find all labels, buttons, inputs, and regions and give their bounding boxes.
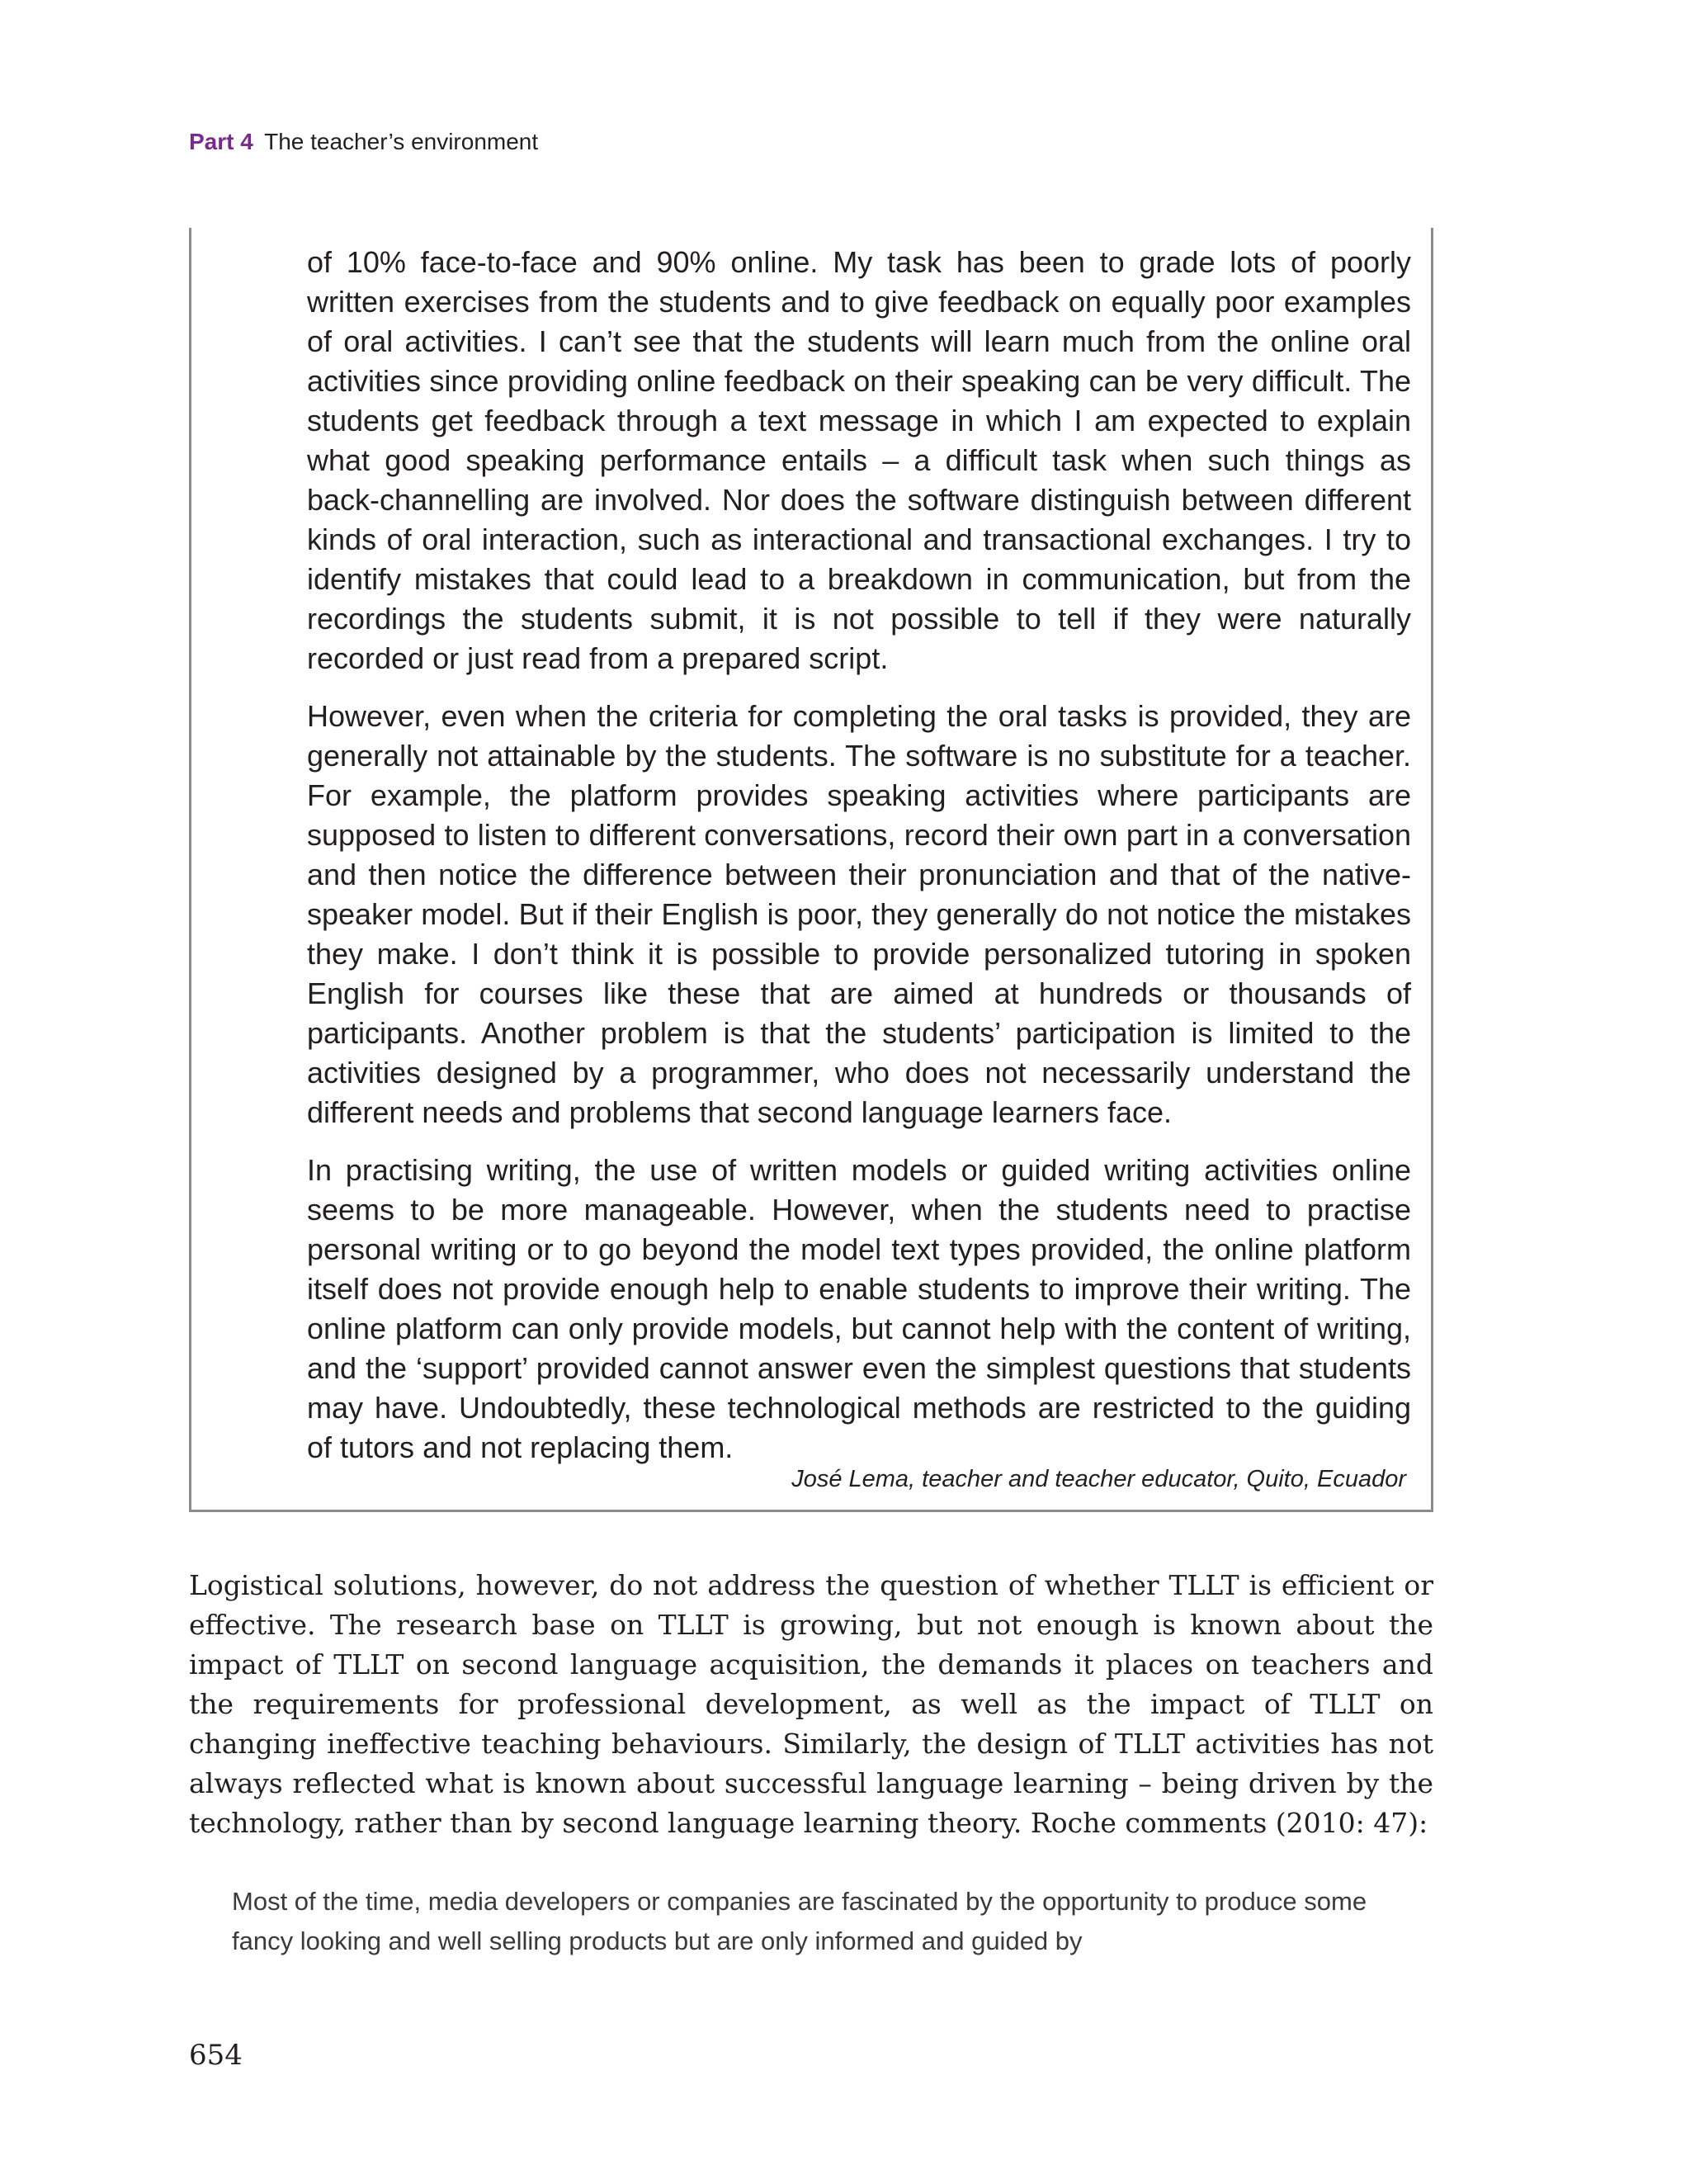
part-label: Part 4: [189, 129, 253, 154]
attribution: José Lema, teacher and teacher educator, Quito, Ecuador: [791, 1466, 1406, 1492]
box-paragraph-3: In practising writing, the use of written models or guided writing activities online seems to be more manageable. However, when the students need to practise personal writing or to go beyond the model text types provided, the online platform itself does not provide enough help to enable students to improve their writing. The online platform can only provide models, but cannot help with the content of writing, and the ‘support’ provided cannot answer even the simplest questions that students may have. Undoubtedly, these technological methods are restricted to the guiding of tutors and not replacing them.: [307, 1153, 1411, 1464]
section-title: The teacher’s environment: [264, 129, 539, 154]
running-head: [189, 129, 538, 155]
box-paragraph-2: However, even when the criteria for completing the oral tasks is provided, they are generally not attainable by the students. The software is no substitute for a teacher. For example, the platform provides speaking activities where participants are supposed to listen to different conversations, record their own part in a conversation and then notice the difference between their pronunciation and that of the native-speaker model. But if their English is poor, they generally do not notice the mistakes they make. I don’t think it is possible to provide personalized tutoring in spoken English for courses like these that are aimed at hundreds or thousands of participants. Another problem is that the students’ participation is limited to the activities designed by a programmer, who does not necessarily understand the different needs and problems that second language learners face.: [307, 699, 1411, 1129]
block-quote: Most of the time, media developers or companies are fascinated by the opportunity to produce some fancy looking and well selling products but are only informed and guided by: [232, 1887, 1367, 1955]
body-paragraph: Logistical solutions, however, do not address the question of whether TLLT is efficient or effective. The research base on TLLT is growing, but not enough is known about the impact of TLLT on second language acquisition, the demands it places on teachers and the requirements for professional development, as well as the impact of TLLT on changing ineffective teaching behaviours. Similarly, the design of TLLT activities has not always reflected what is known about successful language learning – being driven by the technology, rather than by second language learning theory. Roche comments (2010: 47):: [189, 1569, 1433, 1839]
page-number: 654: [189, 2039, 243, 2072]
box-paragraph-1: of 10% face-to-face and 90% online. My task has been to grade lots of poorly written exercises from the students and to give feedback on equally poor examples of oral activities. I can’t see that the students will learn much from the online oral activities since providing online feedback on their speaking can be very difficult. The students get feedback through a text message in which I am expected to explain what good speaking performance entails – a difficult task when such things as back-channelling are involved. Nor does the software distinguish between different kinds of oral interaction, such as interactional and transactional exchanges. I try to identify mistakes that could lead to a breakdown in communication, but from the recordings the students submit, it is not possible to tell if they were naturally recorded or just read from a prepared script.: [307, 245, 1411, 675]
case-study-text: [307, 243, 1411, 1486]
case-study-box: [189, 228, 1433, 1512]
